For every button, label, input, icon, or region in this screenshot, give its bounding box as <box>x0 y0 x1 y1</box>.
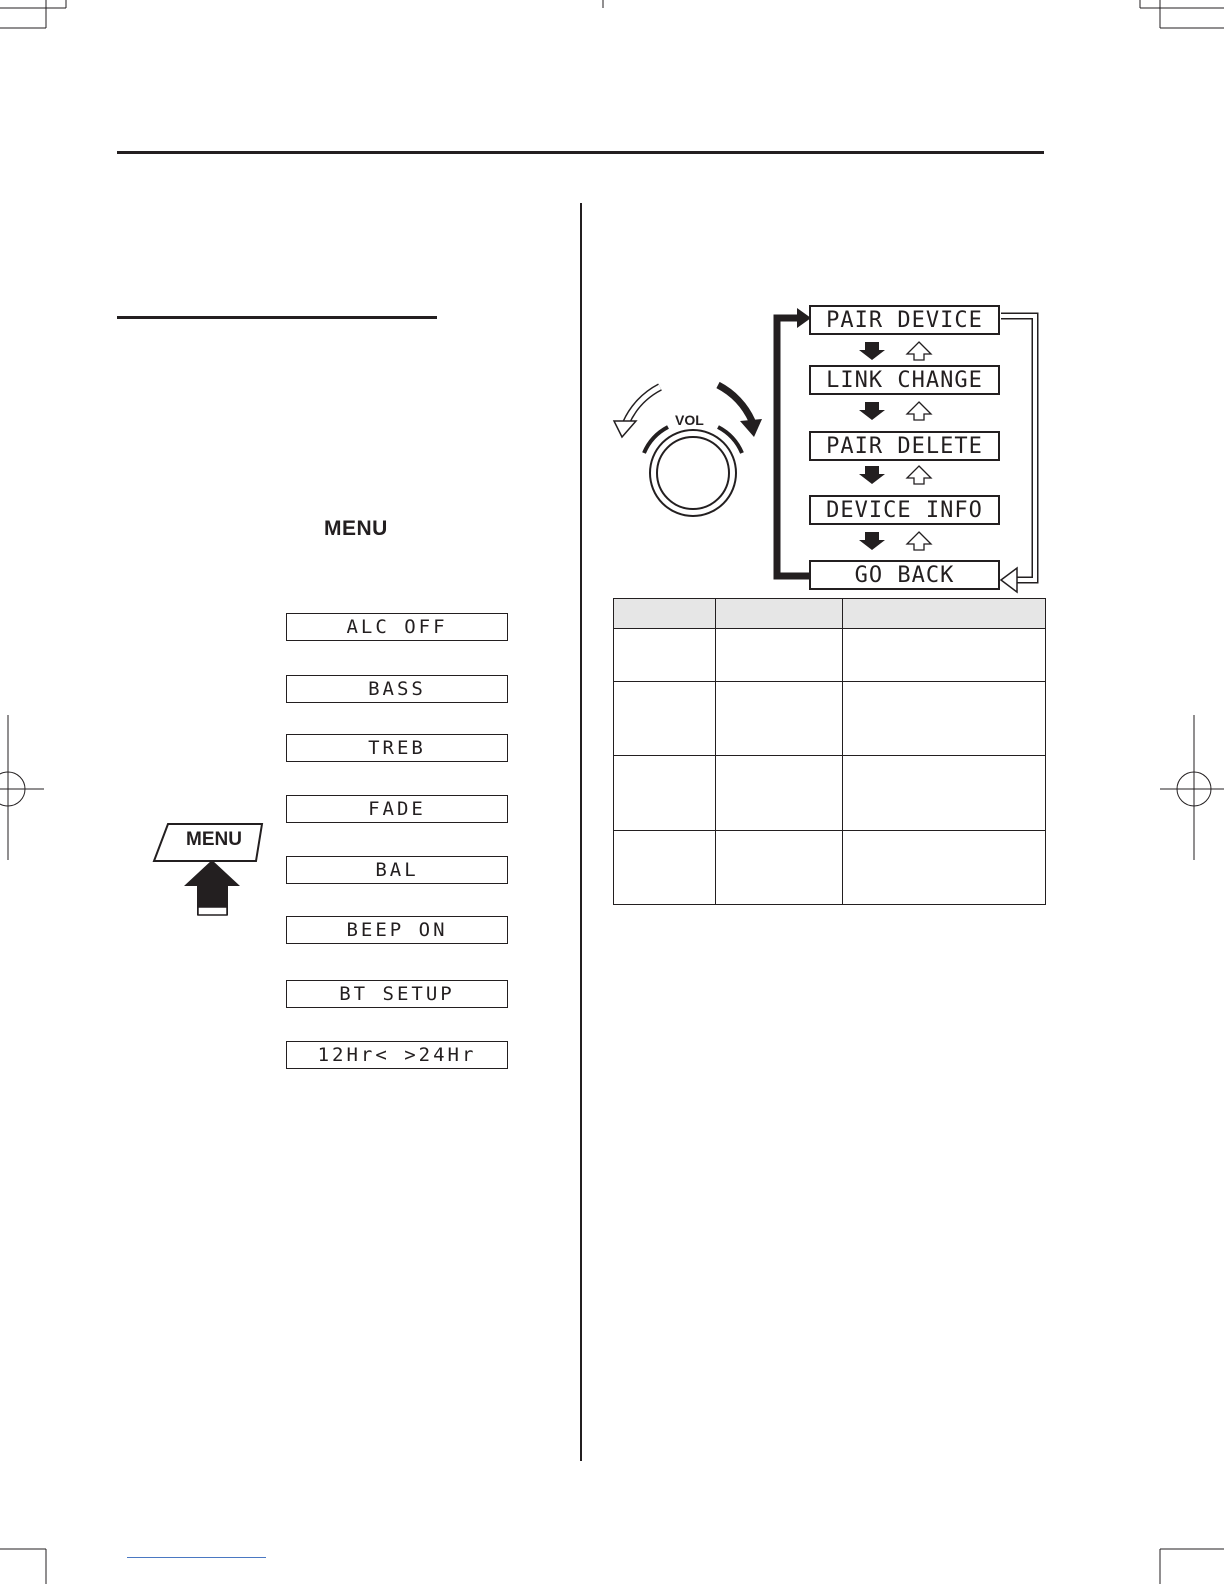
push-arrow-base <box>198 907 227 915</box>
table-cell <box>614 831 716 905</box>
lcd-display-fade: FADE <box>286 795 508 823</box>
table-cell <box>614 682 716 756</box>
top-rule <box>117 151 1044 154</box>
volume-knob-illustration <box>612 375 772 525</box>
bt-menu-pair-device: PAIR DEVICE <box>809 305 1000 335</box>
lcd-display-alc: ALC OFF <box>286 613 508 641</box>
loop-forward-arrow <box>1001 316 1035 592</box>
column-divider <box>580 203 582 1461</box>
table-cell <box>843 831 1046 905</box>
table-cell <box>843 629 1046 682</box>
menu-button-label: MENU <box>186 829 242 850</box>
volume-knob-inner <box>657 437 729 509</box>
lcd-display-bt-setup: BT SETUP <box>286 980 508 1008</box>
bt-menu-pair-delete: PAIR DELETE <box>809 431 1000 461</box>
table-cell <box>843 756 1046 831</box>
bt-menu-go-back: GO BACK <box>809 560 1000 590</box>
footer-link-underline <box>127 1557 266 1558</box>
lcd-display-beep: BEEP ON <box>286 916 508 944</box>
lcd-display-treble: TREB <box>286 734 508 762</box>
loop-back-arrow <box>777 318 809 576</box>
section-rule <box>117 316 437 319</box>
table-cell <box>716 629 843 682</box>
table-cell <box>614 756 716 831</box>
table-cell <box>716 682 843 756</box>
rotate-counterclockwise-icon <box>614 387 660 437</box>
lcd-display-bass: BASS <box>286 675 508 703</box>
table-row <box>614 629 1046 682</box>
volume-knob-label: VOL <box>675 412 704 428</box>
table-header-cell <box>614 599 716 629</box>
bt-setup-table <box>613 598 1046 905</box>
table-row <box>614 831 1046 905</box>
lcd-display-clock-format: 12Hr< >24Hr <box>286 1041 508 1069</box>
bt-menu-link-change: LINK CHANGE <box>809 365 1000 395</box>
table-row <box>614 682 1046 756</box>
lcd-display-balance: BAL <box>286 856 508 884</box>
table-header-cell <box>843 599 1046 629</box>
menu-label: MENU <box>324 517 388 540</box>
table-cell <box>716 756 843 831</box>
table-header-cell <box>716 599 843 629</box>
table-row <box>614 756 1046 831</box>
table-cell <box>614 629 716 682</box>
table-cell <box>843 682 1046 756</box>
table-header-row <box>614 599 1046 629</box>
bt-menu-device-info: DEVICE INFO <box>809 495 1000 525</box>
table-cell <box>716 831 843 905</box>
